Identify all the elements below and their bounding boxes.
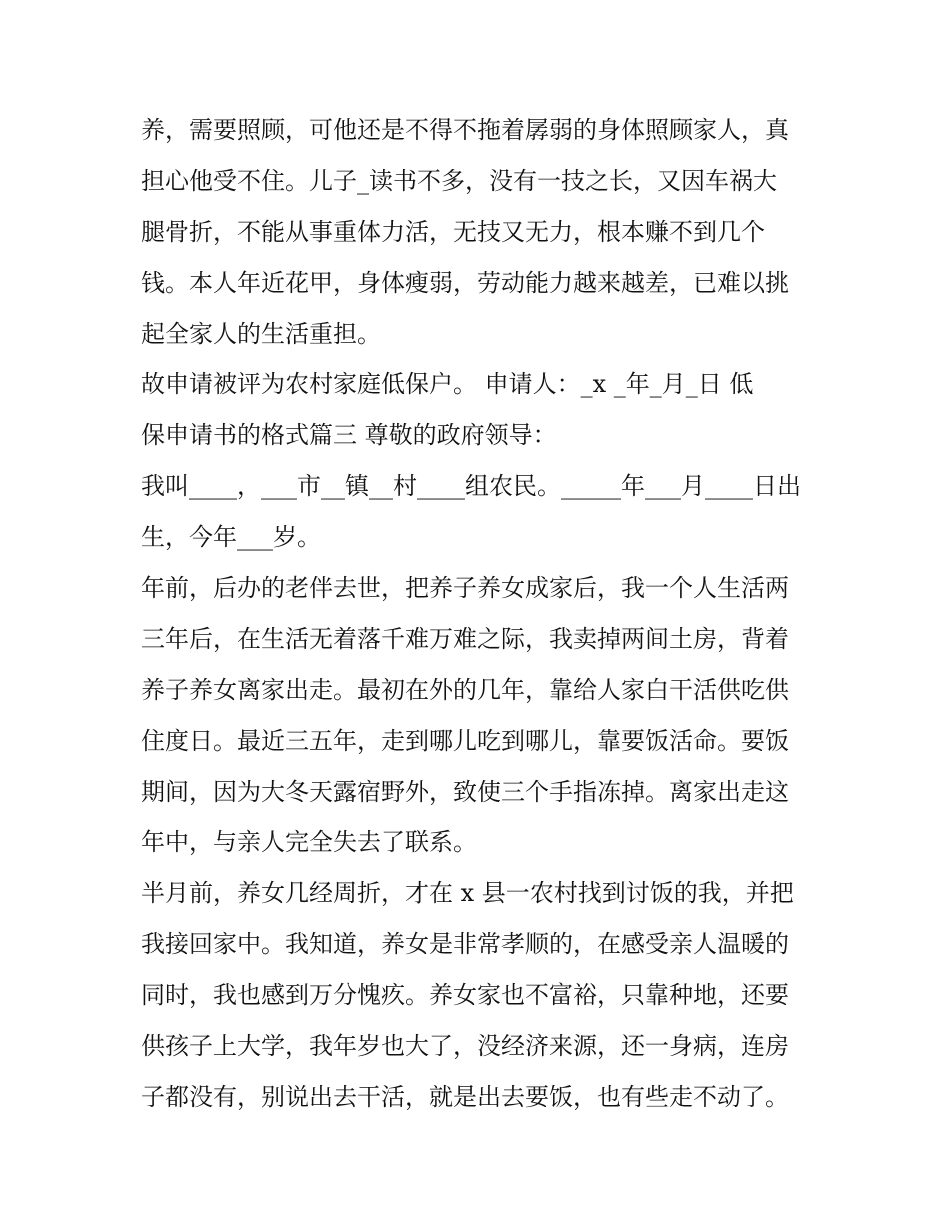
text-line: 半月前，养女几经周折，才在 x 县一农村找到讨饭的我，并把 <box>141 879 794 908</box>
text-line: 养子养女离家出走。最初在外的几年，靠给人家白干活供吃供 <box>141 675 789 704</box>
text-line: 同时，我也感到万分愧疚。养女家也不富裕，只靠种地，还要 <box>141 981 789 1010</box>
text-line: 子都没有，别说出去干活，就是出去要饭，也有些走不动了。 <box>141 1082 789 1111</box>
text-line: 腿骨折，不能从事重体力活，无技又无力，根本赚不到几个 <box>141 217 765 246</box>
text-line: 年中，与亲人完全失去了联系。 <box>141 828 477 857</box>
text-line: 故申请被评为农村家庭低保户。 申请人：_x _年_月_日 低 <box>141 370 754 399</box>
text-line: 期间，因为大冬天露宿野外，致使三个手指冻掉。离家出走这 <box>141 777 789 806</box>
text-line: 担心他受不住。儿子_读书不多，没有一技之长，又因车祸大 <box>141 166 777 195</box>
text-line: 起全家人的生活重担。 <box>141 319 381 348</box>
text-line: 养，需要照顾，可他还是不得不拖着孱弱的身体照顾家人，真 <box>141 116 789 144</box>
text-line: 三年后，在生活无着落千难万难之际，我卖掉两间土房，背着 <box>141 624 789 653</box>
text-line: 保申请书的格式篇三 尊敬的政府领导： <box>141 421 557 450</box>
text-line: 住度日。最近三五年，走到哪儿吃到哪儿，靠要饭活命。要饭 <box>141 726 789 755</box>
text-line: 钱。本人年近花甲，身体瘦弱，劳动能力越来越差，已难以挑 <box>141 268 789 297</box>
text-line: 生，今年___岁。 <box>141 523 321 552</box>
text-line: 年前，后办的老伴去世，把养子养女成家后，我一个人生活两 <box>141 574 789 603</box>
document-body <box>141 110 821 1117</box>
text-line: 我叫____，___市__镇__村____组农民。_____年___月____日出 <box>141 472 801 501</box>
text-line: 我接回家中。我知道，养女是非常孝顺的，在感受亲人温暖的 <box>141 930 789 959</box>
text-line: 供孩子上大学，我年岁也大了，没经济来源，还一身病，连房 <box>141 1032 789 1061</box>
